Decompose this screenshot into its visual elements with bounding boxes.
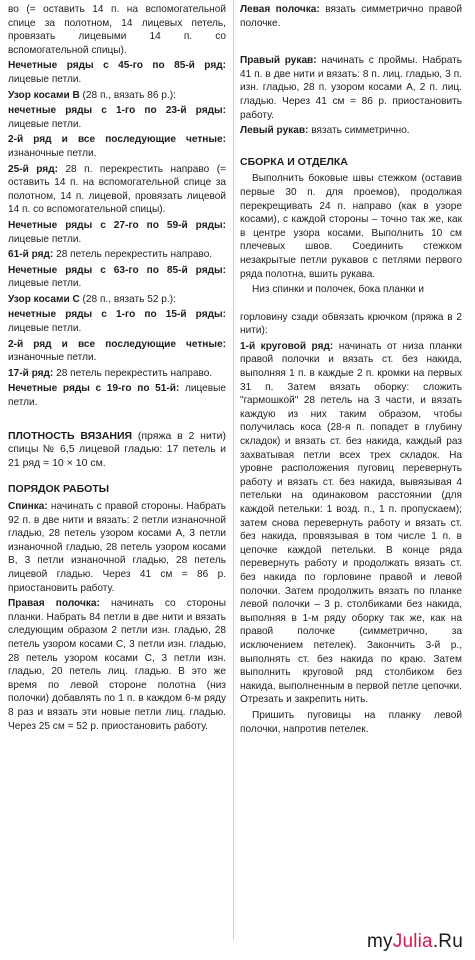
paragraph: Узор косами С (28 п., вязать 52 р.): — [8, 293, 176, 305]
paragraph: Пришить пуговицы на планку левой полочки, напротив петелек. — [240, 709, 462, 735]
order-heading: ПОРЯДОК РАБОТЫ — [8, 483, 110, 496]
paragraph: 2-й ряд и все последующие четные: изнаночные петли. — [8, 134, 226, 159]
paragraph: Правый рукав: начинать с проймы. Набрать 41 п. в две нити и вязать: 8 п. лиц. гладью, 3 п. изн. гладью, 28 п. узором косами А, 2 п. лиц. гладью. Через 41 см = 86 р. приостановить работу. — [240, 55, 462, 121]
paragraph: Узор косами В (28 п., вязать 86 р.): — [8, 89, 176, 101]
paragraph: Спинка: начинать с правой стороны. Набрать 92 п. в две нити и вязать: 2 петли изнаночной гладью, 28 петель узором косами А, 3 петли изнаночной гладью, 28 петель узором косами В, 3 петли изнаночной гладью, 28 петель лицевой гладью. Через 41 см = 86 р. приостановить работу. — [8, 501, 226, 594]
paragraph: Нечетные ряды с 63-го по 85-й ряды: лицевые петли. — [8, 264, 226, 290]
paragraph: 2-й ряд и все последующие четные: изнаночные петли. — [8, 338, 226, 364]
paragraph: во (= оставить 14 п. на вспомогательной спице за полотном, 14 лицевых петель, провязать лицевыми 14 п. со вспомогательной спицы). — [8, 4, 226, 56]
paragraph: нечетные ряды с 1-го по 15-й ряды: лицевые петли. — [8, 309, 226, 335]
right-column — [240, 3, 462, 738]
paragraph: горловину сзади обвязать крючком (пряжа в 2 нити): — [240, 311, 462, 337]
paragraph: Левая полочка: вязать симметрично правой полочке. — [240, 4, 462, 29]
paragraph: Выполнить боковые швы стежком (оставив первые 30 п. для проемов), продолжая перекрещивать 24 п. направо (как в узоре косами), с каждой стороны – точно так же, как в центре узора косами. Выполнить 10 см плечевых швов. Соединить стежком незакрытые петли рукавов с петлями первого ряда полотна, вшить рукава. — [240, 173, 462, 280]
paragraph: Нечетные ряды с 45-го по 85-й ряд: лицевые петли. — [8, 60, 226, 85]
paragraph: Левый рукав: вязать симметрично. — [240, 125, 410, 137]
left-column — [8, 3, 226, 735]
paragraph: нечетные ряды с 1-го по 23-й ряды: лицевые петли. — [8, 105, 226, 130]
paragraph: Нечетные ряды с 27-го по 59-й ряды: лицевые петли. — [8, 219, 226, 245]
paragraph: 1-й круговой ряд: начинать от низа планки правой полочки и вязать ст. без накида, выполняя 1 п. в каждые 2 п. кромки на первых 31 п. Затем вязать оборку: сложить "гармошкой" 28 петель на 3 части, и вязать каждую из них таким образом, чтобы получилась коса (28-я п. попадет в глубину складок) и вязать ст. без накида, каждый раз захватывая петли всех трех складок. На уровне расположения пуговиц перевернуть работу и вязать ст. без накида, вывязывая 4 петельки на одинаковом расстоянии (для каждой петельки: 1 возд. п., 1 п. пропускаем); затем снова перевернуть работу и вязать ст. без накида, провязывая в том числе 1 п. в цепочке каждой петельки. В конце ряда перевернуть работу и продолжать вязать ст. без накида по горловине правой и левой полочки. Затем продолжить вязать по планке левой полочки – 3 р. столбиками без накида, выполняя в 1-м ряду оборку так же, как на правой полочке (симметрично, за исключением петелек). Закончить 3-й р., выполнять ст. без накида по краю. Затем выполнить круговой ряд столбиком без накида, выполненным в первой петле цепочки. Отрезать и закрепить нить. — [240, 340, 463, 706]
density-paragraph: ПЛОТНОСТЬ ВЯЗАНИЯ (пряжа в 2 нити) спицы № 6,5 лицевой гладью: 17 петель и 21 ряд = 10 × 10 см. — [8, 429, 226, 469]
assembly-heading: СБОРКА И ОТДЕЛКА — [240, 155, 348, 168]
paragraph: 17-й ряд: 28 петель перекрестить направо. — [8, 367, 213, 379]
column-divider — [233, 0, 234, 940]
paragraph: Правая полочка: начинать со стороны планки. Набрать 84 петли в две нити и вязать следующим образом 2 петли изн. гладью, 28 петель узором косами С, 3 петли изн. гладью, 28 петель узором косами С, 3 петли изн. гладью, 20 петель лиц. гладью. В это же время по левой стороне полотна (низ полочки) добавлять по 1 п. в каждом 6-м ряду 8 раз и вязать эти новые петли лиц. гладью. Через 25 см = 52 р. приостановить работу. — [8, 598, 227, 732]
paragraph: 61-й ряд: 28 петель перекрестить направо. — [8, 249, 213, 261]
paragraph: 25-й ряд: 28 п. перекрестить направо (= оставить 14 п. на вспомогательной спице за полотном, 14 п. лицевой, провязать лицевой 14 п. со вспомогательной спицы). — [8, 163, 226, 216]
site-watermark: myJulia.Ru — [367, 931, 463, 953]
paragraph: Низ спинки и полочек, бока планки и — [252, 284, 425, 296]
paragraph: Нечетные ряды с 19-го по 51-й: лицевые петли. — [8, 383, 226, 409]
